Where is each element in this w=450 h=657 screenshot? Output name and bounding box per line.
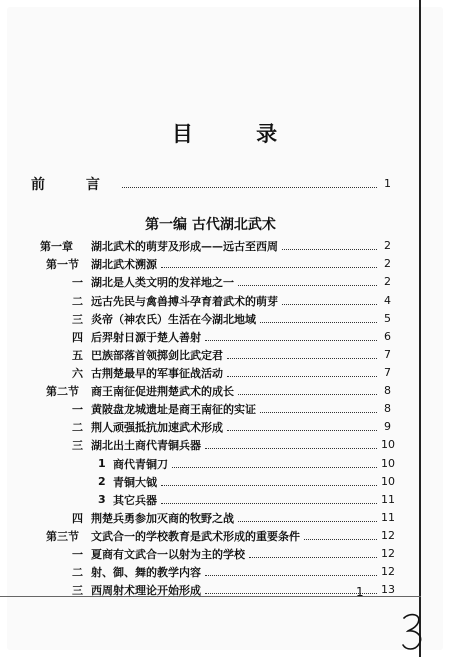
toc-entry-item[interactable] [72,436,395,453]
toc-entry-section[interactable] [46,255,391,272]
leader-dots [227,350,377,359]
leader-dots [205,567,377,576]
page-ref: 12 [381,565,395,578]
leader-dots [205,332,377,341]
entry-title: 文武合一的学校教育是武术形成的重要条件 [91,529,300,543]
entry-title: 湖北出土商代青铜兵器 [91,438,201,452]
toc-entry-subitem[interactable] [98,455,395,472]
entry-number: 第一章 [40,239,73,253]
entry-title: 湖北武术的萌芽及形成——远古至西周 [91,239,278,253]
entry-number: 一 [72,402,83,416]
entry-number: 五 [72,348,83,362]
entry-number: 一 [72,275,83,289]
toc-entry-item[interactable] [72,328,391,345]
entry-title: 青铜大钺 [113,475,157,489]
page-ref: 10 [381,438,395,451]
entry-number: 二 [72,420,83,434]
entry-number: 四 [72,511,83,525]
page-ref: 8 [384,402,391,415]
entry-title: 远古先民与禽兽搏斗孕育着武术的萌芽 [91,294,278,308]
entry-title: 后羿射日源于楚人善射 [91,330,201,344]
page-ref: 7 [384,366,391,379]
toc-entry-item[interactable] [72,545,395,562]
page-number: 1 [356,585,364,599]
leader-dots [304,531,377,540]
entry-number: 三 [72,312,83,326]
toc-entry-item[interactable] [72,581,395,598]
leader-dots [205,440,377,449]
toc-entry-subitem[interactable] [98,473,395,490]
handwritten-mark [400,612,426,652]
entry-number: 一 [72,547,83,561]
page-ref: 2 [384,257,391,270]
toc-entry-preface[interactable] [31,175,391,192]
entry-title: 其它兵器 [113,493,157,507]
leader-dots [205,585,377,594]
page-ref: 7 [384,348,391,361]
leader-dots [161,495,377,504]
page-title: 目 录 [171,121,306,146]
entry-title: 西周射术理论开始形成 [91,583,201,597]
entry-title: 炎帝（神农氏）生活在今湖北地域 [91,312,256,326]
entry-title: 夏商有文武合一以射为主的学校 [91,547,245,561]
preface-label: 前 言 [31,176,118,193]
leader-dots [161,259,377,268]
leader-dots [238,513,377,522]
entry-number: 三 [72,438,83,452]
toc-entry-item[interactable] [72,400,391,417]
page-ref: 9 [384,420,391,433]
leader-dots [260,404,377,413]
leader-dots [249,549,377,558]
toc-entry-section[interactable] [46,527,395,544]
page-ref: 4 [384,294,391,307]
entry-title: 商王南征促进荆楚武术的成长 [91,384,234,398]
leader-dots [282,296,377,305]
entry-title: 古荆楚最早的军事征战活动 [91,366,223,380]
entry-number: 2 [98,475,106,488]
entry-number: 3 [98,493,106,506]
page-ref: 12 [381,547,395,560]
toc-entry-item[interactable] [72,418,391,435]
leader-dots [282,241,377,250]
leader-dots [161,477,377,486]
toc-entry-item[interactable] [72,292,391,309]
page-ref: 1 [384,177,391,190]
page-ref: 2 [384,275,391,288]
entry-number: 1 [98,457,106,470]
leader-dots [260,314,377,323]
toc-entry-item[interactable] [72,346,391,363]
entry-number: 四 [72,330,83,344]
entry-title: 商代青铜刀 [113,457,168,471]
toc-entry-item[interactable] [72,563,395,580]
toc-entry-item[interactable] [72,310,391,327]
scan-edge-right [419,0,421,657]
page-ref: 11 [381,493,395,506]
leader-dots [238,277,377,286]
entry-title: 湖北武术溯源 [91,257,157,271]
leader-dots [227,422,377,431]
page-ref: 6 [384,330,391,343]
entry-number: 第二节 [46,384,79,398]
toc-entry-item[interactable] [72,364,391,381]
toc-entry-item[interactable] [72,273,391,290]
toc-entry-chapter[interactable] [40,237,391,254]
page-ref: 11 [381,511,395,524]
leader-dots [238,386,377,395]
page-ref: 10 [381,457,395,470]
page-ref: 8 [384,384,391,397]
entry-title: 湖北是人类文明的发祥地之一 [91,275,234,289]
entry-number: 三 [72,583,83,597]
entry-title: 荆人顽强抵抗加速武术形成 [91,420,223,434]
toc-entry-item[interactable] [72,509,395,526]
leader-dots [172,459,377,468]
entry-title: 巴族部落首领掷剑比武定君 [91,348,223,362]
entry-number: 二 [72,565,83,579]
entry-title: 荆楚兵勇参加灭商的牧野之战 [91,511,234,525]
page-ref: 10 [381,475,395,488]
toc-entry-subitem[interactable] [98,491,395,508]
entry-number: 二 [72,294,83,308]
page-ref: 13 [381,583,395,596]
page-ref: 5 [384,312,391,325]
entry-title: 黄陂盘龙城遗址是商王南征的实证 [91,402,256,416]
entry-number: 第一节 [46,257,79,271]
entry-title: 射、御、舞的教学内容 [91,565,201,579]
entry-number: 六 [72,366,83,380]
toc-entry-section[interactable] [46,382,391,399]
leader-dots [227,368,377,377]
leader-dots [122,179,377,188]
page-ref: 12 [381,529,395,542]
page-ref: 2 [384,239,391,252]
part-heading: 第一编 古代湖北武术 [145,217,276,233]
entry-number: 第三节 [46,529,79,543]
